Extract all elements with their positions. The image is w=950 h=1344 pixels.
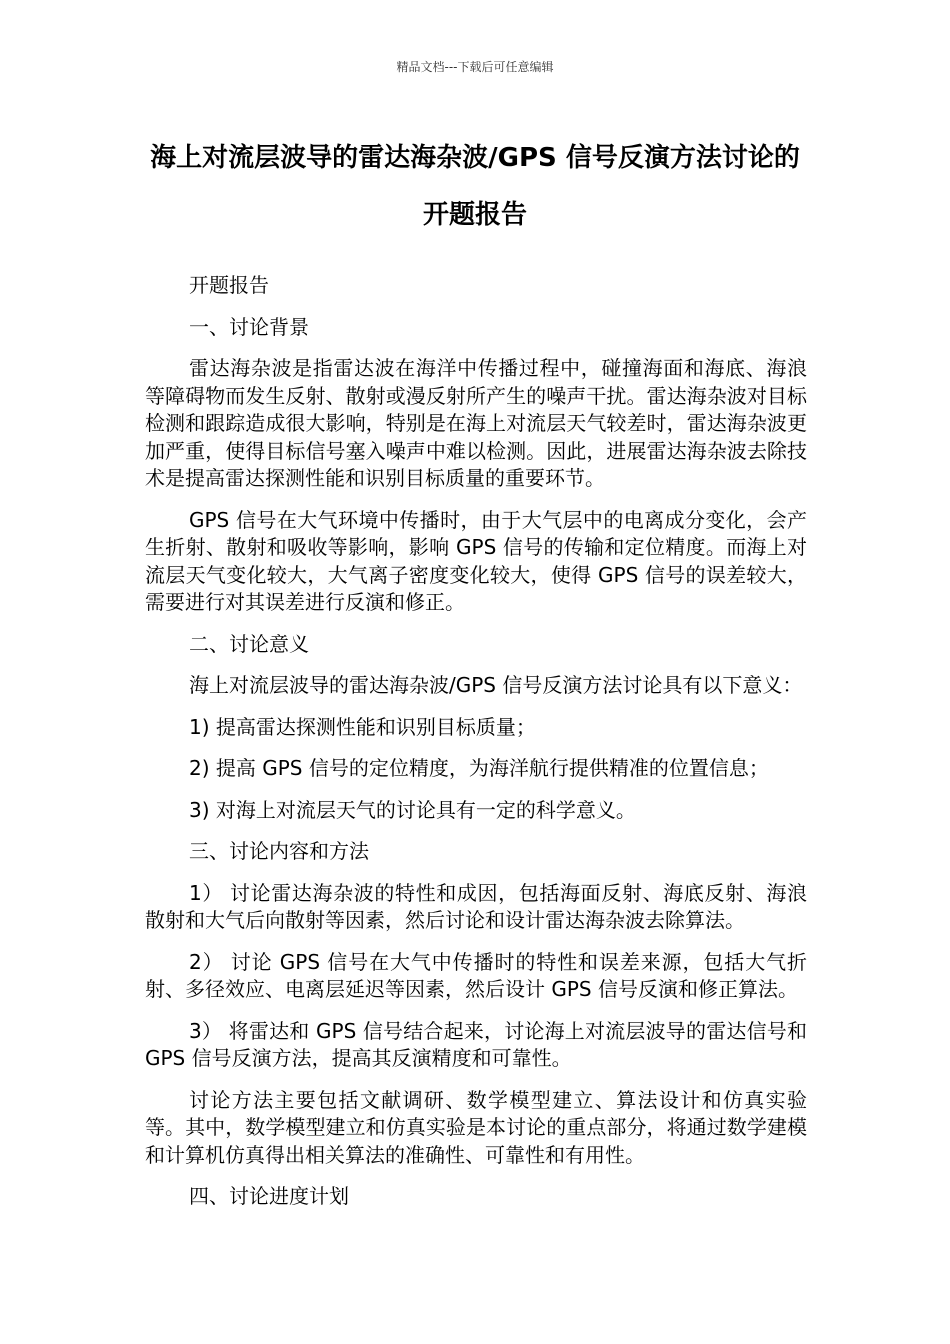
document-body xyxy=(145,272,807,1225)
section-heading-background: 一、讨论背景 xyxy=(189,314,309,339)
list-item: 1) 提高雷达探测性能和识别目标质量； xyxy=(189,714,536,739)
paragraph: GPS 信号在大气环境中传播时，由于大气层中的电离成分变化，会产生折射、散射和吸收等影响，影响 GPS 信号的传输和定位精度。而海上对流层天气变化较大，大气离子密度变化较大，使得 GPS 信号的误差较大，需要进行对其误差进行反演和修正。 xyxy=(145,507,807,614)
list-item: 1） 讨论雷达海杂波的特性和成因，包括海面反射、海底反射、海浪散射和大气后向散射等因素，然后讨论和设计雷达海杂波去除算法。 xyxy=(145,880,807,932)
list-item: 3) 对海上对流层天气的讨论具有一定的科学意义。 xyxy=(189,797,636,822)
section-heading-significance: 二、讨论意义 xyxy=(189,631,309,656)
paragraph-report-label: 开题报告 xyxy=(189,273,269,297)
paragraph: 海上对流层波导的雷达海杂波/GPS 信号反演方法讨论具有以下意义： xyxy=(189,673,803,697)
list-item: 3） 将雷达和 GPS 信号结合起来，讨论海上对流层波导的雷达信号和 GPS 信号反演方法，提高其反演精度和可靠性。 xyxy=(145,1018,807,1070)
paragraph: 讨论方法主要包括文献调研、数学模型建立、算法设计和仿真实验等。其中，数学模型建立和仿真实验是本讨论的重点部分，将通过数学建模和计算机仿真得出相关算法的准确性、可靠性和有用性。 xyxy=(145,1087,807,1167)
list-item: 2） 讨论 GPS 信号在大气中传播时的特性和误差来源，包括大气折射、多径效应、电离层延迟等因素，然后设计 GPS 信号反演和修正算法。 xyxy=(145,949,807,1001)
page-header: 精品文档---下载后可任意编辑 xyxy=(396,60,554,74)
section-heading-content-methods: 三、讨论内容和方法 xyxy=(189,839,369,863)
list-item: 2) 提高 GPS 信号的定位精度，为海洋航行提供精准的位置信息； xyxy=(189,756,769,780)
paragraph: 雷达海杂波是指雷达波在海洋中传播过程中，碰撞海面和海底、海浪等障碍物而发生反射、散射或漫反射所产生的噪声干扰。雷达海杂波对目标检测和跟踪造成很大影响，特别是在海上对流层天气较差时，雷达海杂波更加严重，使得目标信号塞入噪声中难以检测。因此，进展雷达海杂波去除技术是提高雷达探测性能和识别目标质量的重要环节。 xyxy=(145,356,807,490)
document-title: 海上对流层波导的雷达海杂波/GPS 信号反演方法讨论的开题报告 xyxy=(150,143,800,230)
section-heading-schedule: 四、讨论进度计划 xyxy=(189,1184,349,1208)
